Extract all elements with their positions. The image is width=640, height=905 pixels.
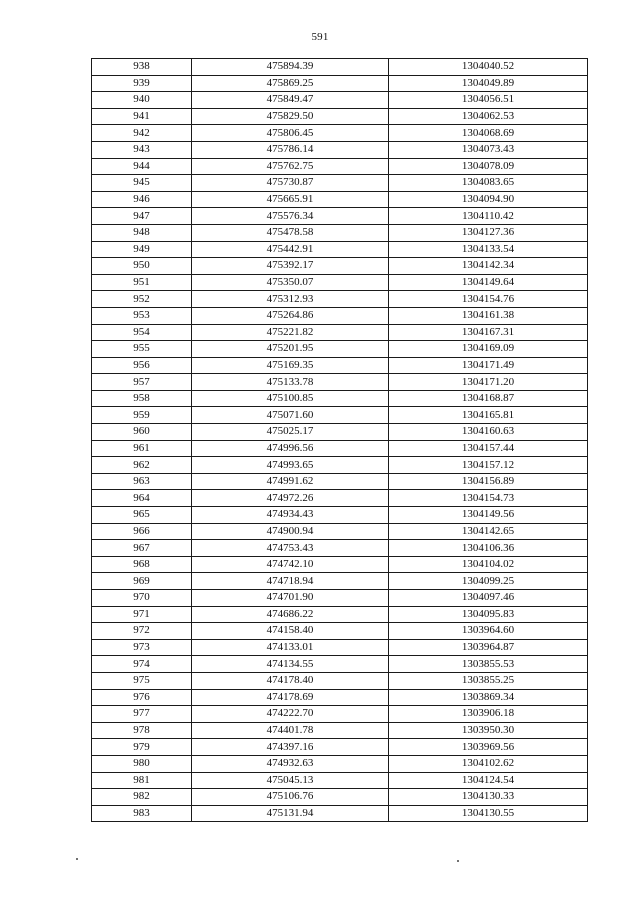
point-number-cell: 959 — [92, 407, 192, 424]
x-coordinate-cell: 475221.82 — [192, 324, 389, 341]
point-number-cell: 963 — [92, 473, 192, 490]
table-row — [92, 623, 588, 640]
table-row — [92, 125, 588, 142]
table-row — [92, 224, 588, 241]
scan-speck — [457, 860, 459, 862]
point-number-cell: 972 — [92, 623, 192, 640]
y-coordinate-cell: 1304102.62 — [389, 755, 588, 772]
x-coordinate-cell: 475849.47 — [192, 92, 389, 109]
y-coordinate-cell: 1304167.31 — [389, 324, 588, 341]
y-coordinate-cell: 1304142.65 — [389, 523, 588, 540]
point-number-cell: 945 — [92, 175, 192, 192]
x-coordinate-cell: 474686.22 — [192, 606, 389, 623]
x-coordinate-cell: 475025.17 — [192, 424, 389, 441]
point-number-cell: 953 — [92, 307, 192, 324]
x-coordinate-cell: 474222.70 — [192, 706, 389, 723]
table-row — [92, 755, 588, 772]
x-coordinate-cell: 475264.86 — [192, 307, 389, 324]
y-coordinate-cell: 1303964.87 — [389, 639, 588, 656]
table-row — [92, 772, 588, 789]
scan-speck — [76, 858, 78, 860]
point-number-cell: 956 — [92, 357, 192, 374]
x-coordinate-cell: 474178.40 — [192, 672, 389, 689]
y-coordinate-cell: 1303950.30 — [389, 722, 588, 739]
point-number-cell: 946 — [92, 191, 192, 208]
x-coordinate-cell: 474158.40 — [192, 623, 389, 640]
x-coordinate-cell: 475786.14 — [192, 141, 389, 158]
x-coordinate-cell: 474718.94 — [192, 573, 389, 590]
y-coordinate-cell: 1304049.89 — [389, 75, 588, 92]
table-row — [92, 739, 588, 756]
y-coordinate-cell: 1304157.44 — [389, 440, 588, 457]
y-coordinate-cell: 1304106.36 — [389, 540, 588, 557]
table-row — [92, 440, 588, 457]
point-number-cell: 967 — [92, 540, 192, 557]
x-coordinate-cell: 475312.93 — [192, 291, 389, 308]
x-coordinate-cell: 474934.43 — [192, 507, 389, 524]
point-number-cell: 982 — [92, 789, 192, 806]
x-coordinate-cell: 474972.26 — [192, 490, 389, 507]
table-row — [92, 606, 588, 623]
table-row — [92, 523, 588, 540]
table-row — [92, 291, 588, 308]
x-coordinate-cell: 474134.55 — [192, 656, 389, 673]
x-coordinate-cell: 474401.78 — [192, 722, 389, 739]
point-number-cell: 981 — [92, 772, 192, 789]
table-row — [92, 390, 588, 407]
y-coordinate-cell: 1304094.90 — [389, 191, 588, 208]
table-row — [92, 789, 588, 806]
table-row — [92, 672, 588, 689]
y-coordinate-cell: 1304078.09 — [389, 158, 588, 175]
point-number-cell: 958 — [92, 390, 192, 407]
point-number-cell: 973 — [92, 639, 192, 656]
point-number-cell: 951 — [92, 274, 192, 291]
table-row — [92, 341, 588, 358]
table-row — [92, 75, 588, 92]
y-coordinate-cell: 1304127.36 — [389, 224, 588, 241]
y-coordinate-cell: 1304171.49 — [389, 357, 588, 374]
point-number-cell: 950 — [92, 258, 192, 275]
point-number-cell: 971 — [92, 606, 192, 623]
point-number-cell: 970 — [92, 590, 192, 607]
point-number-cell: 964 — [92, 490, 192, 507]
y-coordinate-cell: 1304104.02 — [389, 556, 588, 573]
x-coordinate-cell: 474993.65 — [192, 457, 389, 474]
table-row — [92, 407, 588, 424]
y-coordinate-cell: 1304133.54 — [389, 241, 588, 258]
point-number-cell: 962 — [92, 457, 192, 474]
table-row — [92, 357, 588, 374]
point-number-cell: 955 — [92, 341, 192, 358]
x-coordinate-cell: 475201.95 — [192, 341, 389, 358]
y-coordinate-cell: 1304169.09 — [389, 341, 588, 358]
table-row — [92, 191, 588, 208]
x-coordinate-cell: 474932.63 — [192, 755, 389, 772]
table-row — [92, 573, 588, 590]
y-coordinate-cell: 1304160.63 — [389, 424, 588, 441]
point-number-cell: 938 — [92, 59, 192, 76]
table-row — [92, 324, 588, 341]
table-row — [92, 689, 588, 706]
point-number-cell: 974 — [92, 656, 192, 673]
x-coordinate-cell: 474753.43 — [192, 540, 389, 557]
x-coordinate-cell: 475762.75 — [192, 158, 389, 175]
table-row — [92, 175, 588, 192]
point-number-cell: 975 — [92, 672, 192, 689]
x-coordinate-cell: 475131.94 — [192, 805, 389, 822]
y-coordinate-cell: 1304056.51 — [389, 92, 588, 109]
y-coordinate-cell: 1303855.25 — [389, 672, 588, 689]
x-coordinate-cell: 475169.35 — [192, 357, 389, 374]
y-coordinate-cell: 1304095.83 — [389, 606, 588, 623]
point-number-cell: 943 — [92, 141, 192, 158]
x-coordinate-cell: 475665.91 — [192, 191, 389, 208]
x-coordinate-cell: 475806.45 — [192, 125, 389, 142]
x-coordinate-cell: 475730.87 — [192, 175, 389, 192]
x-coordinate-cell: 475045.13 — [192, 772, 389, 789]
table-row — [92, 457, 588, 474]
x-coordinate-cell: 475071.60 — [192, 407, 389, 424]
y-coordinate-cell: 1304083.65 — [389, 175, 588, 192]
table-row — [92, 556, 588, 573]
y-coordinate-cell: 1303869.34 — [389, 689, 588, 706]
x-coordinate-cell: 475869.25 — [192, 75, 389, 92]
point-number-cell: 941 — [92, 108, 192, 125]
y-coordinate-cell: 1304062.53 — [389, 108, 588, 125]
point-number-cell: 944 — [92, 158, 192, 175]
point-number-cell: 966 — [92, 523, 192, 540]
table-row — [92, 158, 588, 175]
point-number-cell: 949 — [92, 241, 192, 258]
table-row — [92, 656, 588, 673]
y-coordinate-cell: 1304149.64 — [389, 274, 588, 291]
x-coordinate-cell: 474991.62 — [192, 473, 389, 490]
y-coordinate-cell: 1304130.55 — [389, 805, 588, 822]
x-coordinate-cell: 474742.10 — [192, 556, 389, 573]
y-coordinate-cell: 1304124.54 — [389, 772, 588, 789]
x-coordinate-cell: 475829.50 — [192, 108, 389, 125]
y-coordinate-cell: 1304099.25 — [389, 573, 588, 590]
y-coordinate-cell: 1304154.76 — [389, 291, 588, 308]
x-coordinate-cell: 474133.01 — [192, 639, 389, 656]
point-number-cell: 979 — [92, 739, 192, 756]
y-coordinate-cell: 1304157.12 — [389, 457, 588, 474]
x-coordinate-cell: 475478.58 — [192, 224, 389, 241]
x-coordinate-cell: 475100.85 — [192, 390, 389, 407]
table-row — [92, 473, 588, 490]
point-number-cell: 965 — [92, 507, 192, 524]
table-row — [92, 507, 588, 524]
x-coordinate-cell: 475133.78 — [192, 374, 389, 391]
y-coordinate-cell: 1304110.42 — [389, 208, 588, 225]
y-coordinate-cell: 1304171.20 — [389, 374, 588, 391]
point-number-cell: 968 — [92, 556, 192, 573]
table-row — [92, 258, 588, 275]
table-row — [92, 722, 588, 739]
y-coordinate-cell: 1304149.56 — [389, 507, 588, 524]
table-row — [92, 540, 588, 557]
y-coordinate-cell: 1304040.52 — [389, 59, 588, 76]
table-row — [92, 208, 588, 225]
x-coordinate-cell: 475392.17 — [192, 258, 389, 275]
y-coordinate-cell: 1304142.34 — [389, 258, 588, 275]
coordinates-table-container — [91, 58, 587, 822]
x-coordinate-cell: 475350.07 — [192, 274, 389, 291]
table-row — [92, 424, 588, 441]
point-number-cell: 952 — [92, 291, 192, 308]
table-row — [92, 141, 588, 158]
point-number-cell: 983 — [92, 805, 192, 822]
point-number-cell: 940 — [92, 92, 192, 109]
table-row — [92, 307, 588, 324]
coordinates-table-body — [92, 59, 588, 822]
coordinates-table — [91, 58, 588, 822]
point-number-cell: 954 — [92, 324, 192, 341]
table-row — [92, 274, 588, 291]
x-coordinate-cell: 474996.56 — [192, 440, 389, 457]
point-number-cell: 980 — [92, 755, 192, 772]
table-row — [92, 490, 588, 507]
point-number-cell: 939 — [92, 75, 192, 92]
x-coordinate-cell: 475106.76 — [192, 789, 389, 806]
point-number-cell: 948 — [92, 224, 192, 241]
point-number-cell: 960 — [92, 424, 192, 441]
y-coordinate-cell: 1303969.56 — [389, 739, 588, 756]
table-row — [92, 59, 588, 76]
point-number-cell: 942 — [92, 125, 192, 142]
table-row — [92, 92, 588, 109]
y-coordinate-cell: 1304097.46 — [389, 590, 588, 607]
point-number-cell: 947 — [92, 208, 192, 225]
point-number-cell: 969 — [92, 573, 192, 590]
x-coordinate-cell: 475894.39 — [192, 59, 389, 76]
x-coordinate-cell: 474397.16 — [192, 739, 389, 756]
y-coordinate-cell: 1303964.60 — [389, 623, 588, 640]
table-row — [92, 241, 588, 258]
point-number-cell: 978 — [92, 722, 192, 739]
table-row — [92, 639, 588, 656]
table-row — [92, 590, 588, 607]
point-number-cell: 957 — [92, 374, 192, 391]
y-coordinate-cell: 1304130.33 — [389, 789, 588, 806]
y-coordinate-cell: 1304154.73 — [389, 490, 588, 507]
table-row — [92, 706, 588, 723]
y-coordinate-cell: 1304068.69 — [389, 125, 588, 142]
table-row — [92, 374, 588, 391]
x-coordinate-cell: 474701.90 — [192, 590, 389, 607]
point-number-cell: 976 — [92, 689, 192, 706]
table-row — [92, 805, 588, 822]
table-row — [92, 108, 588, 125]
y-coordinate-cell: 1304168.87 — [389, 390, 588, 407]
x-coordinate-cell: 474900.94 — [192, 523, 389, 540]
y-coordinate-cell: 1303855.53 — [389, 656, 588, 673]
x-coordinate-cell: 475442.91 — [192, 241, 389, 258]
page-number: 591 — [311, 31, 329, 43]
y-coordinate-cell: 1304161.38 — [389, 307, 588, 324]
point-number-cell: 977 — [92, 706, 192, 723]
point-number-cell: 961 — [92, 440, 192, 457]
y-coordinate-cell: 1303906.18 — [389, 706, 588, 723]
x-coordinate-cell: 475576.34 — [192, 208, 389, 225]
y-coordinate-cell: 1304073.43 — [389, 141, 588, 158]
y-coordinate-cell: 1304156.89 — [389, 473, 588, 490]
y-coordinate-cell: 1304165.81 — [389, 407, 588, 424]
x-coordinate-cell: 474178.69 — [192, 689, 389, 706]
